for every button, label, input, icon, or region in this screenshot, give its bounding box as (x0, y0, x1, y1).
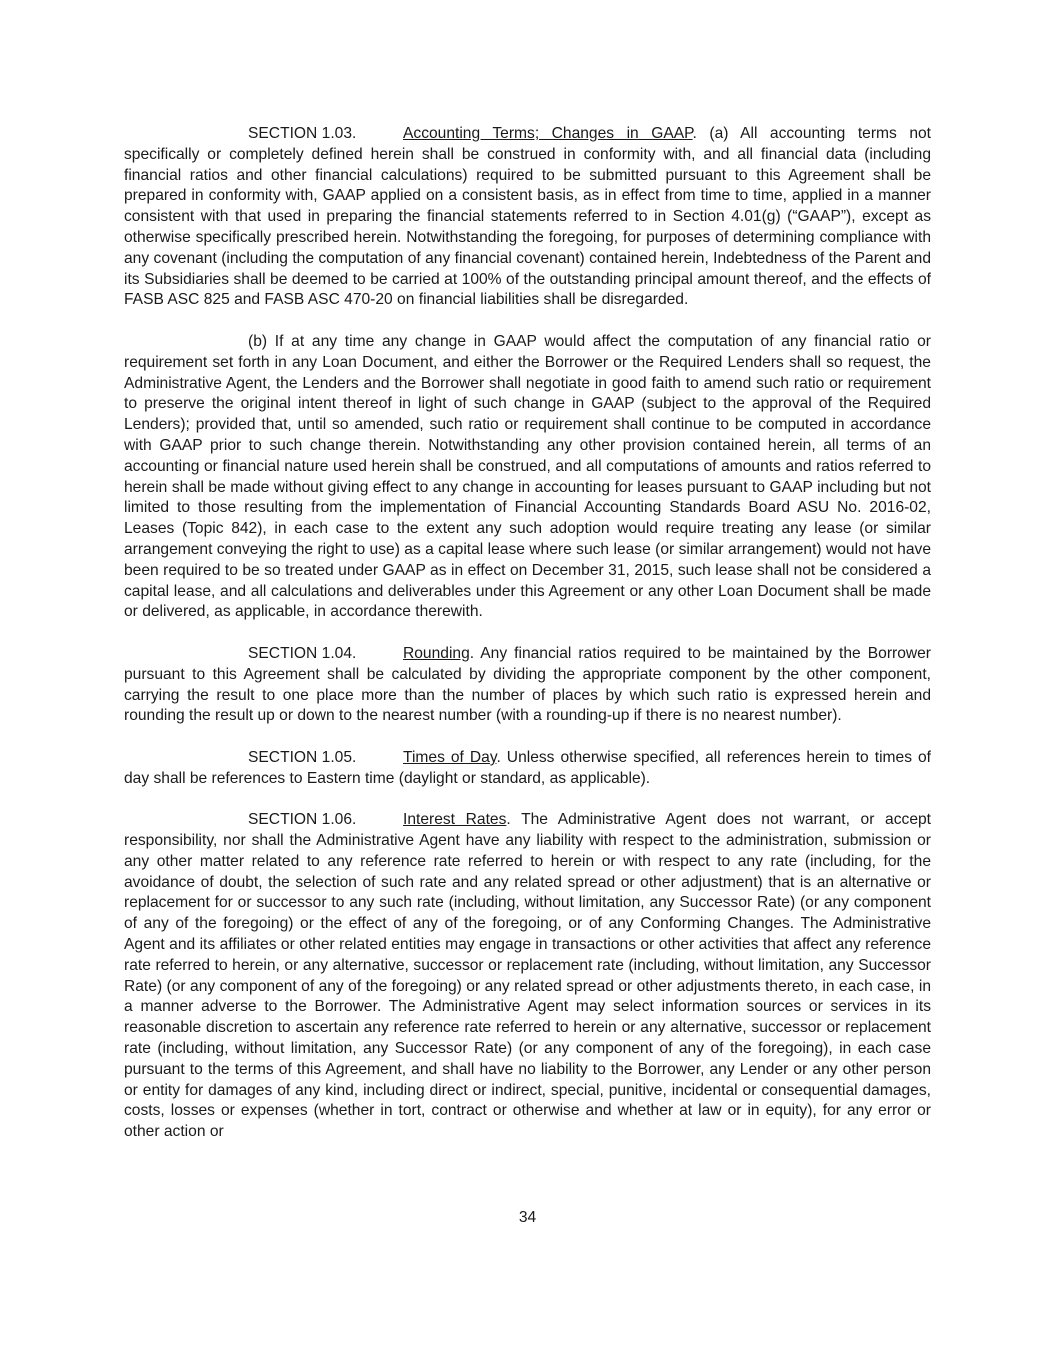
section-number: SECTION 1.03. (248, 125, 357, 142)
section-body: (b) If at any time any change in GAAP would affect the computation of any financial ratio or requirement set forth in any Loan Document, and either the Borrower or the Required Lenders shall so request, the Administrative Agent, the Lenders and the Borrower shall negotiate in good faith to amend such ratio or requirement to preserve the original intent thereof in light of such change in GAAP (subject to the approval of the Required Lenders); provided that, until so amended, such ratio or requirement shall continue to be computed in accordance with GAAP prior to such change therein. Notwithstanding any other provision contained herein, all terms of an accounting or financial nature used herein shall be construed, and all computations of amounts and ratios referred to herein shall be made without giving effect to any change in accounting for leases pursuant to GAAP including but not limited to those resulting from the implementation of Financial Accounting Standards Board ASU No. 2016-02, Leases (Topic 842), in each case to the extent any such adoption would require treating any lease (or similar arrangement conveying the right to use) as a capital lease where such lease (or similar arrangement) would not have been required to be so treated under GAAP as in effect on December 31, 2015, such lease shall not be considered a capital lease, and all calculations and deliverables under this Agreement or any other Loan Document shall be made or delivered, as applicable, in accordance therewith. (124, 332, 931, 621)
section-body: . The Administrative Agent does not warrant, or accept responsibility, nor shall the Administrative Agent have any liability with respect to the administration, submission or any other matter related to any reference rate referred to herein or with respect to any rate (including, for the avoidance of doubt, the selection of such rate and any related spread or other adjustment) that is an alternative or replacement for or successor to any such rate (including, without limitation, any Successor Rate) (or any component of any of the foregoing) or the effect of any of the foregoing, or of any Conforming Changes. The Administrative Agent and its affiliates or other related entities may engage in transactions or other activities that affect any reference rate referred to herein, or any alternative, successor or replacement rate (including, without limitation, any Successor Rate) (or any component of any of the foregoing) or any related spread or other adjustments thereto, in each case, in a manner adverse to the Borrower. The Administrative Agent may select information sources or services in its reasonable discretion to ascertain any reference rate referred to herein or any alternative, successor or replacement rate (including, without limitation, any Successor Rate) (or any component of any of the foregoing), in each case pursuant to the terms of this Agreement, and shall have no liability to the Borrower, any Lender or any other person or entity for damages of any kind, including direct or indirect, special, punitive, incidental or consequential damages, costs, losses or expenses (whether in tort, contract or otherwise and whether at law or in equity), for any error or other action or (124, 811, 932, 1141)
section-1-05-paragraph (124, 748, 931, 790)
section-1-06-paragraph (124, 810, 931, 1143)
section-body: . Any financial ratios required to be maintained by the Borrower pursuant to this Agreement shall be calculated by dividing the appropriate component by the other component, carrying the result to one place more than the number of places by which such ratio is expressed herein and rounding the result up or down to the nearest number (with a rounding-up if there is no nearest number). (124, 644, 931, 725)
section-title: Interest Rates (403, 811, 507, 829)
section-number: SECTION 1.06. (248, 811, 357, 829)
section-number: SECTION 1.04. (248, 644, 357, 662)
section-body: . (a) All accounting terms not specifically or completely defined herein shall be construed in conformity with, and all financial data (including financial ratios and other financial calculations) required to be submitted pursuant to this Agreement shall be prepared in conformity with, GAAP applied on a consistent basis, as in effect from time to time, applied in a manner consistent with that used in preparing the financial statements referred to in Section 4.01(g) (“GAAP”), except as otherwise specifically prescribed herein. Notwithstanding the foregoing, for purposes of determining compliance with any covenant (including the computation of any financial covenant) contained herein, Indebtedness of the Parent and its Subsidiaries shall be deemed to be carried at 100% of the outstanding principal amount thereof, and the effects of FASB ASC 825 and FASB ASC 470-20 on financial liabilities shall be disregarded. (124, 125, 931, 309)
document-page (124, 124, 931, 1164)
section-body: . Unless otherwise specified, all references herein to times of day shall be references to Eastern time (daylight or standard, as applicable). (124, 748, 931, 787)
section-1-03-paragraph-b (124, 332, 931, 623)
page-number: 34 (518, 1209, 537, 1226)
section-1-04-paragraph (124, 644, 931, 727)
section-title: Accounting Terms; Changes in GAAP (403, 125, 693, 142)
section-title: Times of Day (403, 748, 497, 766)
section-1-03-paragraph-a (124, 124, 931, 311)
section-title: Rounding (403, 644, 470, 662)
section-number: SECTION 1.05. (248, 748, 357, 766)
